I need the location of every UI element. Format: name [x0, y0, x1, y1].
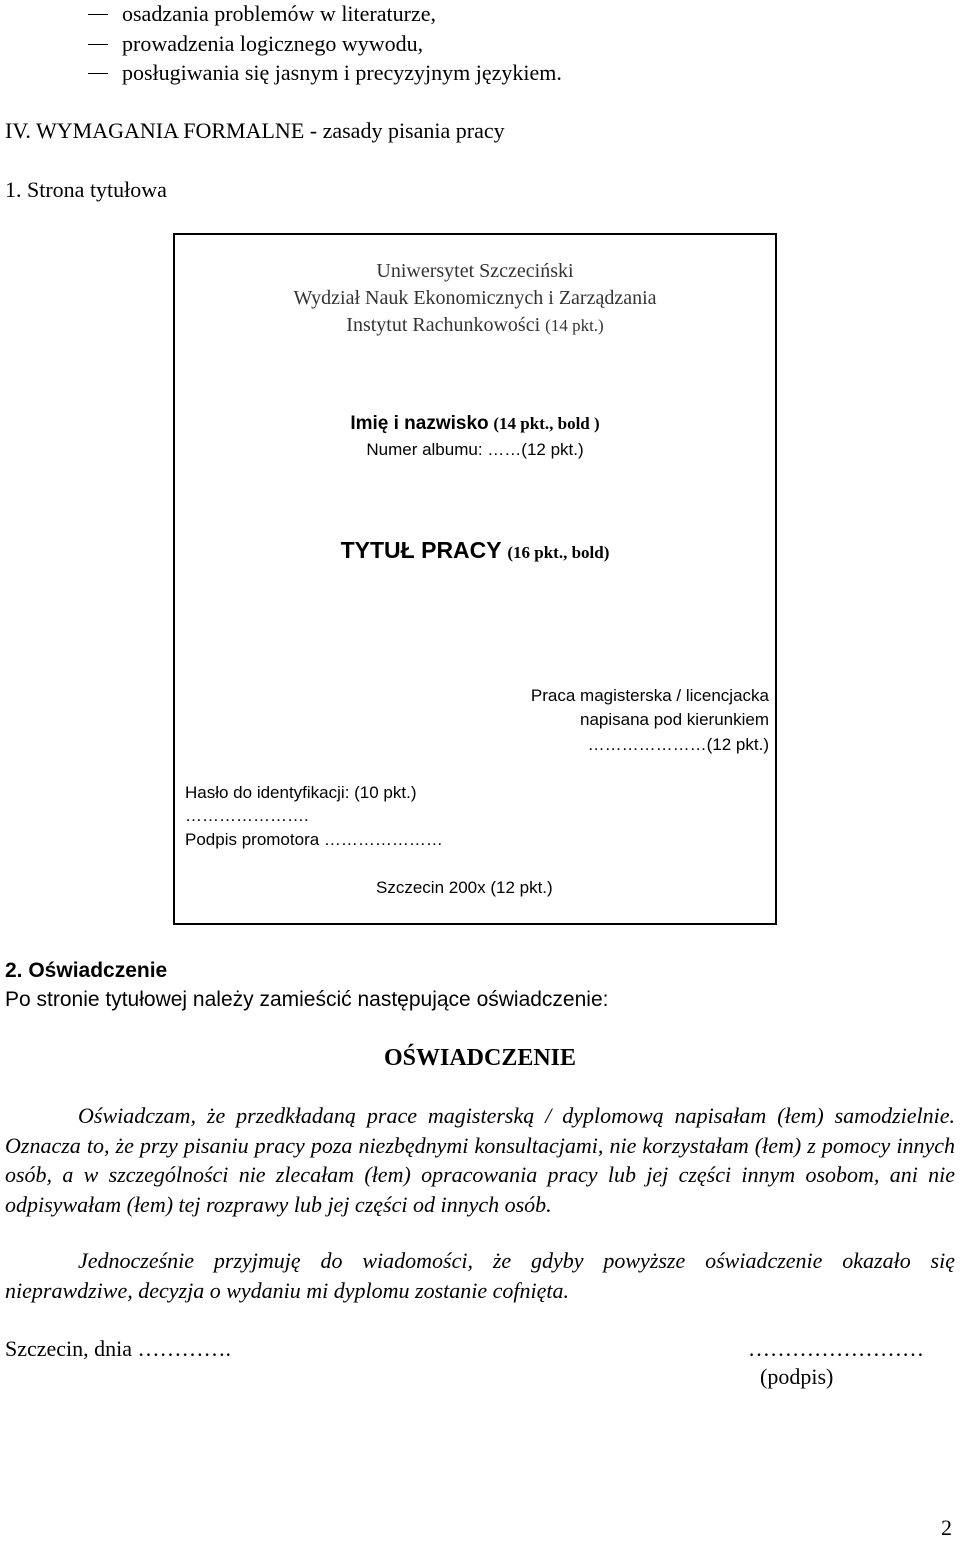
- declaration-paragraph: [5, 1101, 955, 1219]
- institute-line: [177, 312, 773, 339]
- supervisor-line: …………………(12 pkt.): [587, 735, 769, 754]
- institute-size: (14 pkt.): [545, 316, 604, 335]
- list-dash-2: [88, 44, 108, 45]
- name-line: [177, 411, 773, 436]
- place-date: Szczecin 200x (12 pkt.): [376, 878, 553, 897]
- subsection-title: 1. Strona tytułowa: [5, 177, 167, 202]
- list-item: posługiwania się jasnym i precyzyjnym językiem.: [122, 60, 562, 85]
- intro-text: Po stronie tytułowej należy zamieścić następujące oświadczenie:: [5, 988, 609, 1011]
- declaration-p2: Jednocześnie przyjmuję do wiadomości, że gdyby powyższe oświadczenie okazało się nieprawdziwe, decyzja o wydaniu mi dyplomu zostanie cofnięta.: [5, 1248, 955, 1303]
- list-item: prowadzenia logicznego wywodu,: [122, 31, 424, 56]
- promoter-signature: Podpis promotora …………………: [185, 830, 443, 849]
- password-label: Hasło do identyfikacji: (10 pkt.): [185, 783, 417, 802]
- section-heading: IV. WYMAGANIA FORMALNE - zasady pisania pracy: [5, 118, 505, 143]
- thesis-title: TYTUŁ PRACY: [340, 537, 502, 563]
- thesis-title-line: [177, 535, 773, 568]
- declaration-paragraph: [5, 1246, 955, 1305]
- password-dots: ………………….: [185, 806, 309, 825]
- institute-name: Instytut Rachunkowości: [346, 314, 541, 336]
- supervised-by: napisana pod kierunkiem: [579, 710, 769, 729]
- signature-dots: ……………………: [748, 1336, 924, 1361]
- university-name: Uniwersytet Szczeciński: [376, 260, 574, 282]
- city-date: Szczecin, dnia ………….: [5, 1336, 232, 1361]
- album-number: Numer albumu: ……(12 pkt.): [366, 440, 584, 459]
- name-label: Imię i nazwisko: [350, 413, 489, 434]
- thesis-type: Praca magisterska / licencjacka: [530, 686, 769, 705]
- list-item: osadzania problemów w literaturze,: [122, 1, 436, 26]
- list-dash-1: [88, 14, 108, 15]
- subsection-title: 2. Oświadczenie: [5, 959, 168, 982]
- page-number: 2: [941, 1515, 952, 1540]
- faculty-name: Wydział Nauk Ekonomicznych i Zarządzania: [293, 287, 657, 309]
- signature-label: (podpis): [760, 1364, 834, 1389]
- thesis-title-size: (16 pkt., bold): [507, 543, 610, 562]
- declaration-heading: OŚWIADCZENIE: [383, 1045, 577, 1071]
- list-dash-3: [88, 73, 108, 74]
- name-size: (14 pkt., bold ): [493, 414, 600, 433]
- declaration-p1: Oświadczam, że przedkładaną prace magisterską / dyplomową napisałam (łem) samodzielnie. Oznacza to, że przy pisaniu pracy poza niezbędnymi konsultacjami, nie korzystałam (łem) z pomocy innych osób, a w szczególności nie zlecałam (łem) opracowania pracy lub jej części innym osobom, ani nie odpisywałam (łem) tej rozprawy lub jej części od innych osób.: [5, 1103, 955, 1217]
